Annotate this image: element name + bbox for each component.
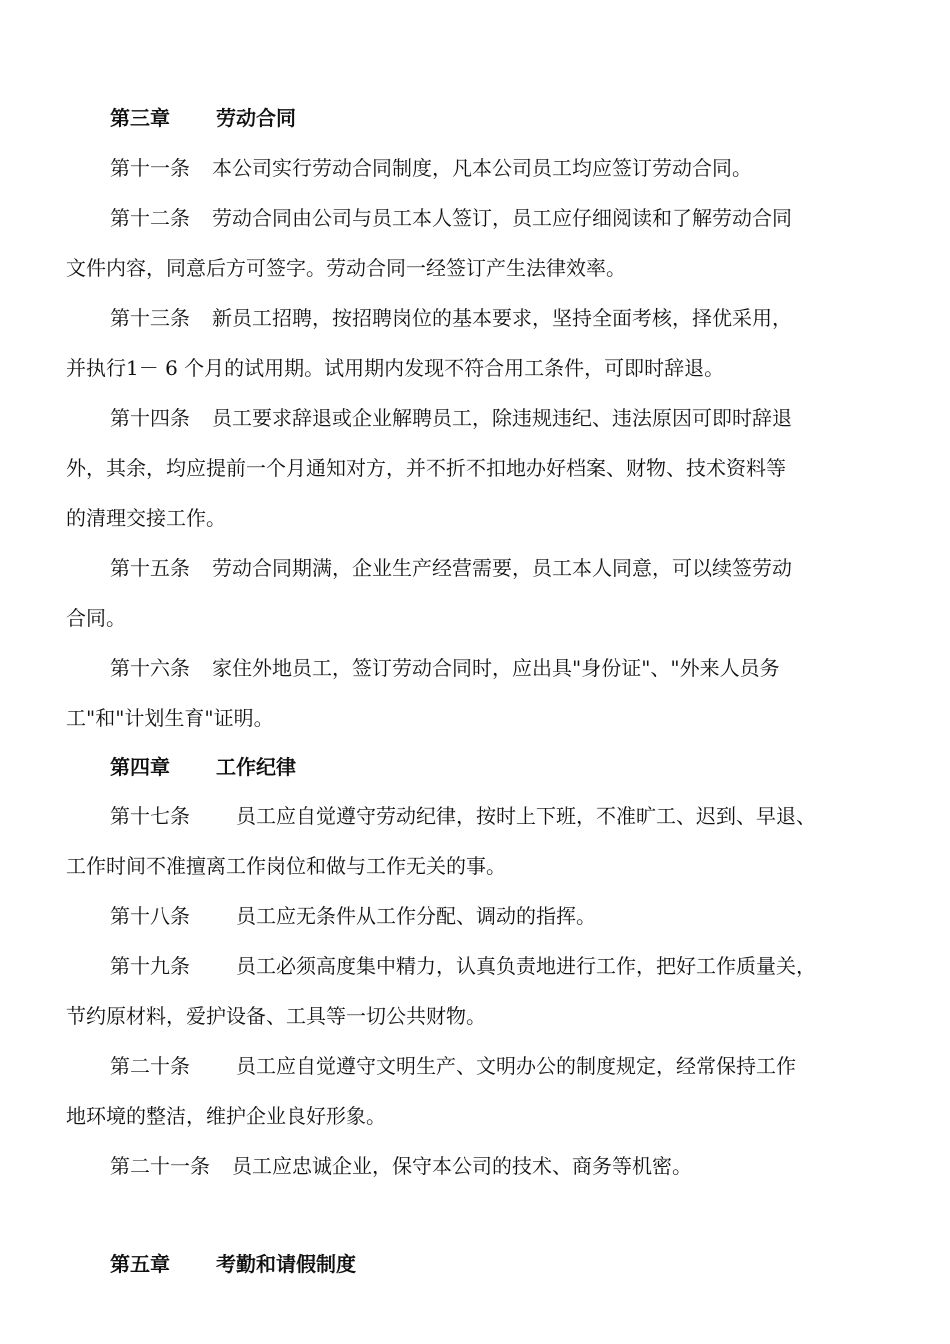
article-number: 第十二条 — [110, 206, 190, 230]
article-text: 劳动合同期满，企业生产经营需要，员工本人同意，可以续签劳动 — [212, 556, 792, 580]
article-number: 第二十条 — [110, 1054, 190, 1078]
article-line — [110, 554, 896, 582]
article-line — [110, 654, 896, 682]
article-number: 第十三条 — [110, 306, 190, 330]
article-text: 家住外地员工，签订劳动合同时，应出具"身份证"、"外来人员务 — [212, 656, 780, 680]
article-line — [110, 1152, 896, 1180]
article-text: 文件内容，同意后方可签字。劳动合同一经签订产生法律效率。 — [66, 256, 626, 280]
article-number: 第十一条 — [110, 156, 190, 180]
article-text: 员工必须高度集中精力，认真负责地进行工作，把好工作质量关， — [236, 954, 816, 978]
article-text: 工"和"计划生育"证明。 — [66, 706, 274, 730]
article-text: 新员工招聘，按招聘岗位的基本要求，坚持全面考核，择优采用， — [212, 306, 792, 330]
article-number: 第二十一条 — [110, 1154, 210, 1178]
article-text: 员工应自觉遵守文明生产、文明办公的制度规定，经常保持工作 — [236, 1054, 796, 1078]
article-text: 并执行1－ 6 个月的试用期。试用期内发现不符合用工条件，可即时辞退。 — [66, 356, 725, 380]
article-text: 节约原材料，爱护设备、工具等一切公共财物。 — [66, 1004, 486, 1028]
article-number: 第十六条 — [110, 656, 190, 680]
article-number: 第十四条 — [110, 406, 190, 430]
article-text: 合同。 — [66, 606, 126, 630]
article-number: 第十五条 — [110, 556, 190, 580]
chapter-heading — [110, 104, 896, 132]
article-text: 的清理交接工作。 — [66, 506, 226, 530]
chapter-number: 第五章 — [110, 1252, 170, 1276]
article-line — [110, 304, 896, 332]
article-text: 本公司实行劳动合同制度，凡本公司员工均应签订劳动合同。 — [212, 156, 752, 180]
article-text: 劳动合同由公司与员工本人签订，员工应仔细阅读和了解劳动合同 — [212, 206, 792, 230]
chapter-title: 考勤和请假制度 — [216, 1252, 356, 1276]
article-line — [110, 802, 896, 830]
article-text: 工作时间不准擅离工作岗位和做与工作无关的事。 — [66, 854, 506, 878]
article-line — [110, 204, 896, 232]
chapter-number: 第四章 — [110, 755, 170, 779]
chapter-heading — [110, 1250, 896, 1278]
article-text: 员工应忠诚企业，保守本公司的技术、商务等机密。 — [232, 1154, 692, 1178]
article-line — [110, 952, 896, 980]
article-number: 第十七条 — [110, 804, 190, 828]
chapter-title: 工作纪律 — [216, 755, 296, 779]
chapter-number: 第三章 — [110, 106, 170, 130]
chapter-title: 劳动合同 — [216, 106, 296, 130]
article-text: 地环境的整洁，维护企业良好形象。 — [66, 1104, 386, 1128]
article-line — [110, 154, 896, 182]
chapter-heading — [110, 753, 896, 781]
article-line — [110, 404, 896, 432]
article-text: 员工应自觉遵守劳动纪律，按时上下班，不准旷工、迟到、早退、 — [236, 804, 816, 828]
article-text: 员工应无条件从工作分配、调动的指挥。 — [236, 904, 596, 928]
article-line — [110, 1052, 896, 1080]
article-text: 员工要求辞退或企业解聘员工，除违规违纪、违法原因可即时辞退 — [212, 406, 792, 430]
article-text: 外，其余，均应提前一个月通知对方，并不折不扣地办好档案、财物、技术资料等 — [66, 456, 786, 480]
article-number: 第十九条 — [110, 954, 190, 978]
article-number: 第十八条 — [110, 904, 190, 928]
article-line — [110, 902, 896, 930]
